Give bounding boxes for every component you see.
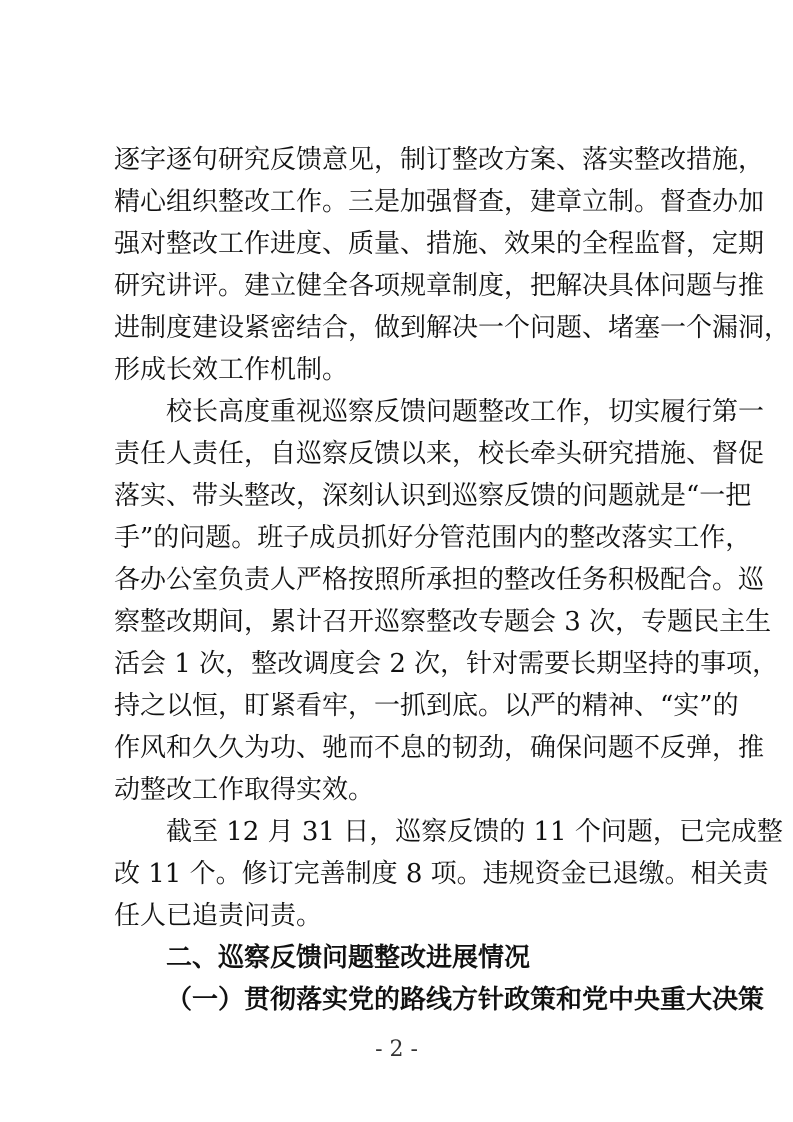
paragraph-line-12: 察整改期间，累计召开巡察整改专题会 3 次，专题民主生: [114, 607, 772, 637]
paragraph-line-11: 各办公室负责人严格按照所承担的整改任务积极配合。巡: [114, 565, 765, 595]
paragraph-line-10: 手”的问题。班子成员抓好分管范围内的整改落实工作，: [114, 523, 752, 553]
paragraph-line-1: 逐字逐句研究反馈意见，制订整改方案、落实整改措施，: [114, 145, 765, 175]
paragraph-line-6: 形成长效工作机制。: [114, 355, 349, 385]
paragraph-line-14: 持之以恒，盯紧看牢，一抓到底。以严的精神、“实”的: [114, 691, 739, 721]
section-heading: 二、巡察反馈问题整改进展情况: [166, 943, 531, 973]
paragraph-line-5: 进制度建设紧密结合，做到解决一个问题、堵塞一个漏洞，: [114, 313, 791, 343]
paragraph-line-19: 任人已追责问责。: [114, 901, 323, 931]
paragraph-line-9: 落实、带头整改，深刻认识到巡察反馈的问题就是“一把: [114, 481, 752, 511]
paragraph-line-13: 活会 1 次，整改调度会 2 次，针对需要长期坚持的事项，: [114, 649, 779, 679]
paragraph-line-16: 动整改工作取得实效。: [114, 775, 375, 805]
subsection-heading: （一）贯彻落实党的路线方针政策和党中央重大决策: [166, 985, 765, 1015]
paragraph-line-3: 强对整改工作进度、质量、措施、效果的全程监督，定期: [114, 229, 765, 259]
paragraph-line-18: 改 11 个。修订完善制度 8 项。违规资金已退缴。相关责: [114, 859, 769, 889]
page-number: - 2 -: [375, 1037, 418, 1062]
paragraph-line-2: 精心组织整改工作。三是加强督查，建章立制。督查办加: [114, 187, 765, 217]
paragraph-line-15: 作风和久久为功、驰而不息的韧劲，确保问题不反弹，推: [114, 733, 765, 763]
paragraph-line-17: 截至 12 月 31 日，巡察反馈的 11 个问题，已完成整: [166, 817, 783, 847]
paragraph-line-8: 责任人责任，自巡察反馈以来，校长牵头研究措施、督促: [114, 439, 765, 469]
paragraph-line-4: 研究讲评。建立健全各项规章制度，把解决具体问题与推: [114, 271, 765, 301]
paragraph-line-7: 校长高度重视巡察反馈问题整改工作，切实履行第一: [166, 397, 765, 427]
